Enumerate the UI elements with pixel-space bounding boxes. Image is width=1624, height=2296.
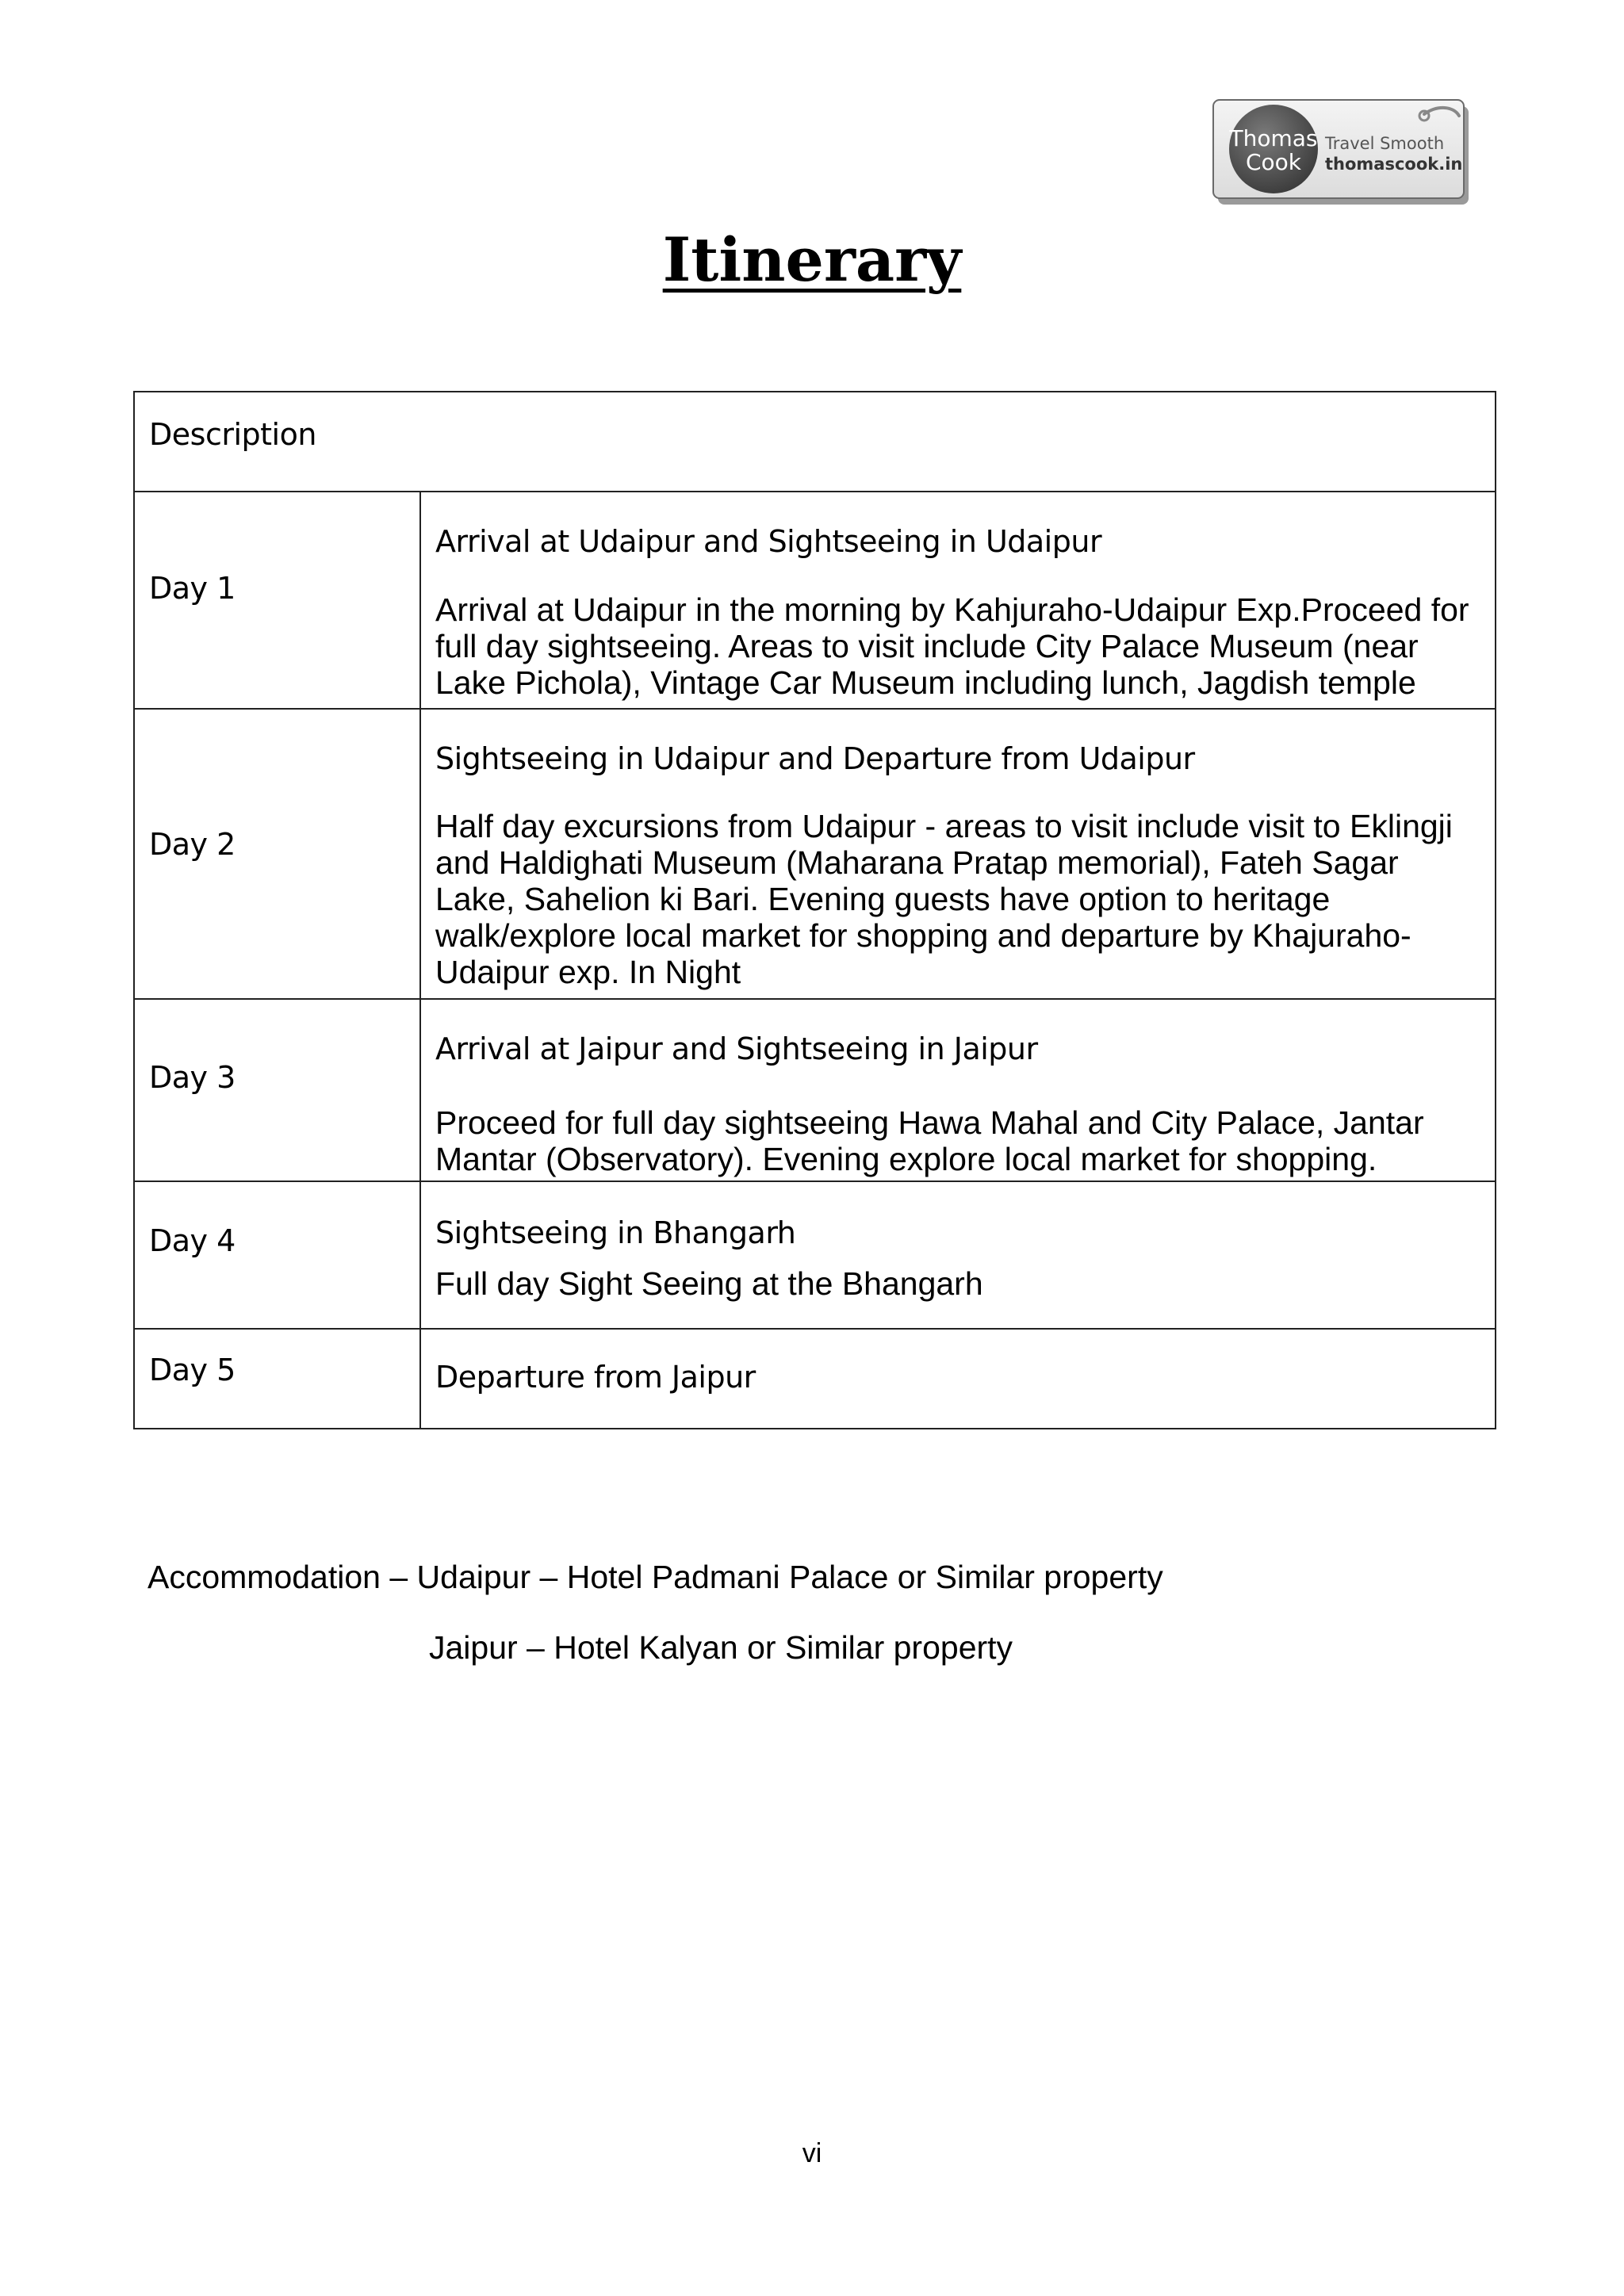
day-label: Day 2 [149,827,236,862]
day-body: Arrival at Udaipur in the morning by Kahjuraho-Udaipur Exp.Proceed for full day sightseeing. Areas to visit include City Palace Museum (near Lake Pichola), Vintage Car Museum including lunch, Jagdish temple [435,591,1469,701]
table-row [134,1181,1496,1329]
table-row [134,709,1496,999]
logo-website: thomascook.in [1325,155,1463,174]
logo-brand-line2: Cook [1245,149,1302,175]
day-description-cell [420,492,1496,709]
day-description-cell [420,1329,1496,1429]
day-body: Full day Sight Seeing at the Bhangarh [435,1265,983,1302]
day-label: Day 4 [149,1223,236,1258]
logo-tagline: Travel Smooth [1325,134,1445,153]
table-header-row [134,392,1496,492]
day-title: Arrival at Udaipur and Sightseeing in Udaipur [435,524,1102,559]
thomas-cook-logo [1212,98,1473,208]
page-title: Itinerary [662,224,962,295]
day-label: Day 5 [149,1353,236,1387]
day-cell [134,1329,420,1429]
table-header-cell [134,392,1496,492]
accommodation-line-udaipur: Accommodation – Udaipur – Hotel Padmani Palace or Similar property [147,1559,1163,1595]
day-body: Proceed for full day sightseeing Hawa Mahal and City Palace, Jantar Mantar (Observatory). Evening explore local market for shopping. [435,1104,1424,1177]
day-title: Departure from Jaipur [435,1360,756,1395]
logo-brand-line1: Thomas [1229,125,1318,151]
day-label: Day 3 [149,1060,236,1095]
day-label: Day 1 [149,571,236,606]
day-title: Sightseeing in Bhangarh [435,1215,796,1250]
day-description-cell [420,999,1496,1181]
table-header-label: Description [149,417,316,452]
table-row [134,999,1496,1181]
table-row [134,492,1496,709]
day-cell [134,709,420,999]
accommodation-line-jaipur: Jaipur – Hotel Kalyan or Similar property [429,1629,1013,1666]
day-description-cell [420,1181,1496,1329]
day-cell [134,492,420,709]
day-body: Half day excursions from Udaipur - areas to visit include visit to Eklingji and Haldighati Museum (Maharana Pratap memorial), Fateh Sagar Lake, Sahelion ki Bari. Evening guests have option to heritage walk/explore local market for shopping and departure by Khajuraho-Udaipur exp. In Night [435,808,1453,990]
day-cell [134,999,420,1181]
day-title: Arrival at Jaipur and Sightseeing in Jaipur [435,1031,1038,1066]
logo-graphic [1212,98,1473,208]
day-description-cell [420,709,1496,999]
table-row [134,1329,1496,1429]
itinerary-table [133,391,1496,1429]
day-cell [134,1181,420,1329]
page-number: vi [802,2138,822,2168]
day-title: Sightseeing in Udaipur and Departure from Udaipur [435,741,1195,776]
